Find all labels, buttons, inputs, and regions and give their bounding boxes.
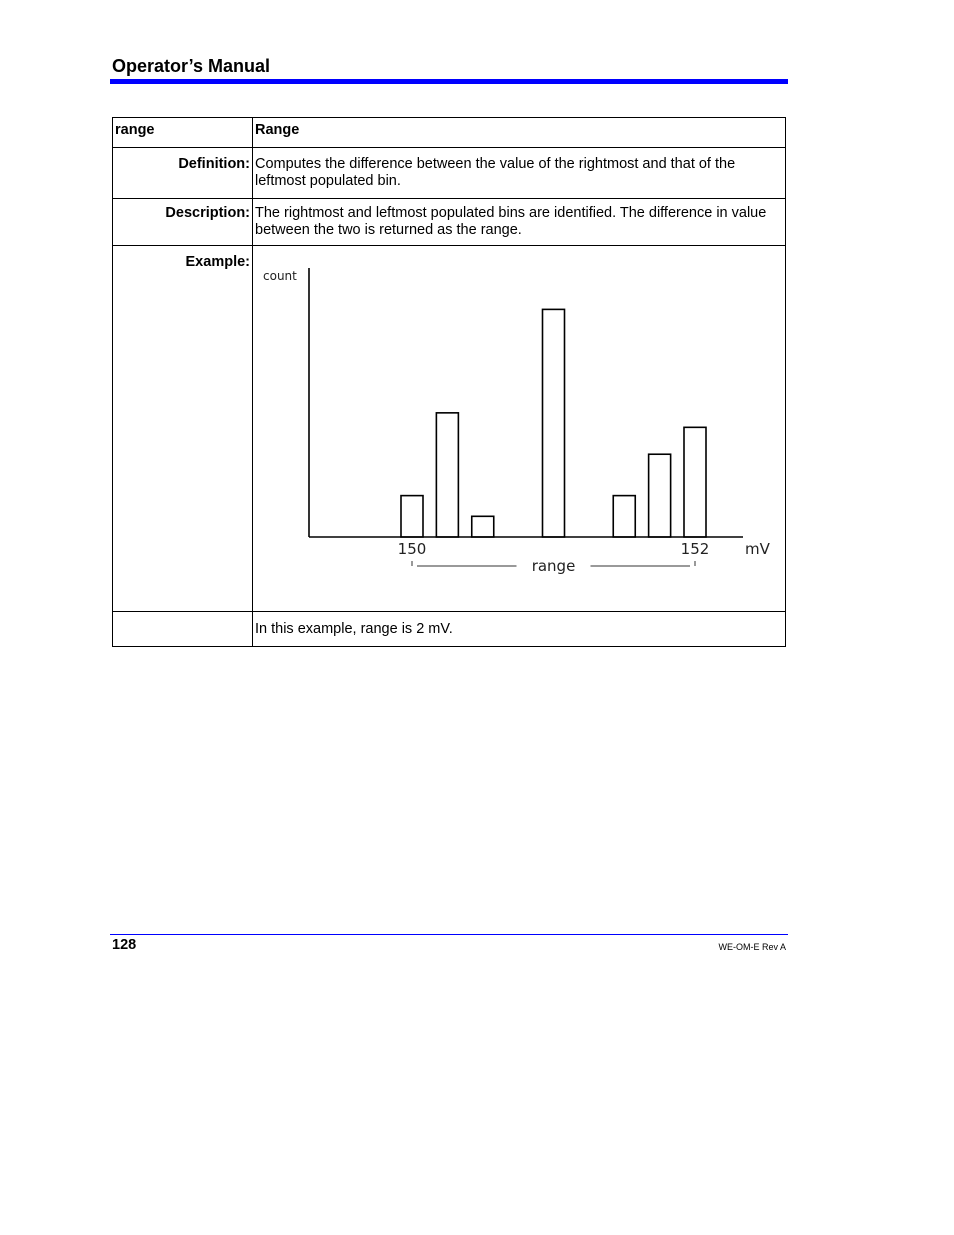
function-name-cell: range xyxy=(113,118,253,148)
page-header-title: Operator’s Manual xyxy=(112,56,271,76)
range-label: range xyxy=(531,557,576,575)
bars-layer xyxy=(401,309,706,537)
document-id: WE-OM-E Rev A xyxy=(718,942,786,952)
histogram-bar-6 xyxy=(649,454,671,537)
histogram-bar-3 xyxy=(472,516,494,537)
example-note: In this example, range is 2 mV. xyxy=(253,612,786,647)
x-axis-unit-label: mV xyxy=(745,540,770,558)
example-cell xyxy=(253,246,786,612)
note-label-cell xyxy=(113,612,253,647)
header-rule xyxy=(110,79,788,84)
histogram-bar-2 xyxy=(436,413,458,537)
definition-table xyxy=(112,117,786,647)
histogram-chart xyxy=(253,248,783,593)
y-axis-label: count xyxy=(263,269,297,283)
histogram-bar-4 xyxy=(543,309,565,537)
definition-label: Definition: xyxy=(113,148,253,199)
description-label: Description: xyxy=(113,199,253,246)
histogram-bar-1 xyxy=(401,496,423,537)
footer-rule xyxy=(110,934,788,935)
tick-label-150: 150 xyxy=(397,540,427,558)
function-title-cell: Range xyxy=(253,118,786,148)
page-number: 128 xyxy=(112,937,137,953)
example-label: Example: xyxy=(113,246,253,612)
tick-label-152: 152 xyxy=(680,540,710,558)
definition-text: Computes the difference between the value of the rightmost and that of the leftmost populated bin. xyxy=(253,148,786,199)
description-text: The rightmost and leftmost populated bins are identified. The difference in value between the two is returned as the range. xyxy=(253,199,786,246)
histogram-bar-5 xyxy=(613,496,635,537)
histogram-bar-7 xyxy=(684,427,706,537)
